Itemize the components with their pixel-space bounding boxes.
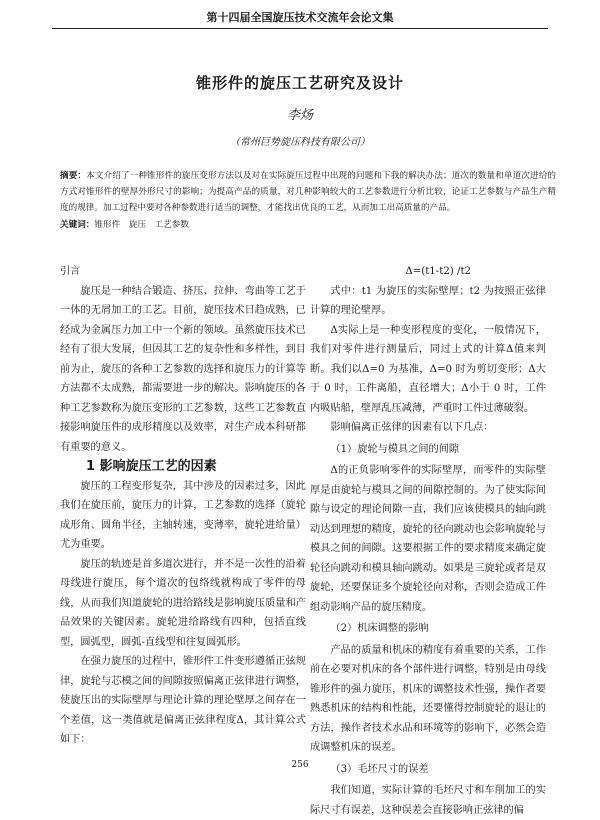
- paper-title: 锥形件的旋压工艺研究及设计: [195, 74, 404, 92]
- subheading-blank: （3）毛坯尺寸的误差: [330, 763, 429, 775]
- gap-paragraph: Δ的正负影响零件的实际壁厚，而零件的实际壁厚是由旋轮与模具之间的间隙控制的。为了使实际间隙与设定的理论间隙一直，我们应该使模具的轴向跳动达到理想的精度，旋轮的径向跳动也会影响旋轮与模具之间的间隙。这要根据工件的要求精度来确定旋轮径向跳动和模具轴向跳动。如果是三旋轮或者是双旋轮，还要保证多个旋轮径向对称，否则会造成工件组动影响产品的旋压精度。: [310, 465, 546, 613]
- keywords-text: 锥形件 旋压 工艺参数: [94, 220, 189, 230]
- section1-heading: 1 影响旋压工艺的因素: [86, 459, 217, 474]
- intro-heading: 引言: [60, 266, 81, 277]
- abstract-text: 本文介绍了一种锥形件的旋压变形方法以及对在实际旋压过程中出现的问题和下我的解决办法；道次的数量和单道次进给的方式对锥形件的壁厚外形尺寸的影响；为提高产品的质量，对几种影响较大的工艺参数进行分析比较，论证工艺参数与产品生产精度的规律。加工过程中要对各种参数进行适当的调整，才能找出优良的工艺，从而加工出高质量的产品。: [60, 171, 556, 213]
- author-name: 李炀: [286, 108, 313, 123]
- section1-paragraph-2: 旋压的轨迹是首多道次进行，并不是一次性的沿着母线进行旋压，每个道次的包络线就构成了零件的母线，从而我们知道旋轮的进给路线是影响旋压质量和产品效果的关键因素。旋轮进给路线有四种，包括直线型，圆弧型，圆弧-直线型和往复圆弧形。: [60, 558, 306, 648]
- section1-paragraph-1: 旋压的工程变形复杂，其中涉及的因素过多，因此我们在旋压前，旋压力的计算，工艺参数的选择（旋轮成形角、圆角半径，主轴转速，变薄率，旋轮进给量）尤为重要。: [60, 480, 306, 550]
- section1-paragraph-3: 在强力旋压的过程中，锥形件工件变形遵循正弦规律，旋轮与芯模之间的间隙按照偏离正弦律进行调整，使旋压出的实际壁厚与理论计算的理论壁厚之间存在一个差值，这一类值就是偏离正弦律程度Δ，其计算公式如下：: [60, 656, 306, 745]
- page-number: 256: [291, 760, 309, 770]
- formula-description: 式中：t1 为旋压的实际壁厚；t2 为按照正弦律计算的理论壁厚。: [310, 285, 546, 316]
- machine-paragraph: 产品的质量和机床的精度有着重要的关系，工作前在必要对机床的各个部件进行调整，特别是由母线锥形件的强力旋压，机床的调整技术性强，操作者要熟悉机床的结构和性能，还要懂得控制旋轮的退让的方法，操作者技术水品和环境等的影响下，必然会造成调整机床的误差。: [310, 644, 546, 753]
- factors-intro: 影响偏离正弦律的因素有以下几点：: [330, 422, 494, 433]
- delta-paragraph: Δ实际上是一种变形程度的变化，一般情况下，我们对零件进行测量后，同过上式的计算Δ值来判断。我们以Δ=0 为基准，Δ=0 时为剪切变形；Δ大于 0 时，工件离船，直径增大；Δ小于 0 时，工件内吸贴船，壁厚乱压减薄，严重时工件过薄破裂。: [310, 324, 546, 414]
- abstract: [60, 168, 556, 216]
- blank-paragraph: 我们知道，实际计算的毛坯尺寸和车削加工的实际尺寸有误差，这种误差会直接影响正弦律的偏: [310, 785, 546, 816]
- intro-paragraph: 旋压是一种结合锻造、挤压、拉伸、弯曲等工艺于一体的无屑加工的工艺。目前，旋压技术日趋成熟，已经成为金属压力加工中一个新的领域。虽然旋压技术已经有了很大发展，但因其工艺的复杂性和多样性，到目前为止，旋压的各种工艺参数的选择和旋压力的计算等方法都不太成熟，都需要进一步的解决。影响旋压的各种工艺参数称为旋压变形的工艺参数，这些工艺参数直接影响旋压件的成形精度以及效率，对生产成本科研都有重要的意义。: [60, 285, 306, 453]
- right-column: [310, 262, 546, 820]
- subheading-gap: （1）旋轮与模具之间的间隙: [330, 443, 460, 455]
- running-header: 第十四届全国旋压技术交流年会论文集: [52, 8, 548, 29]
- keywords: [60, 218, 556, 232]
- formula: Δ=(t1-t2) /t2: [405, 266, 472, 277]
- left-column: [60, 262, 306, 750]
- subheading-machine: （2）机床调整的影响: [330, 623, 429, 634]
- abstract-label: 摘要：: [60, 171, 87, 181]
- keywords-label: 关键词：: [60, 220, 95, 230]
- affiliation: （常州巨势旋压科技有限公司）: [230, 137, 370, 148]
